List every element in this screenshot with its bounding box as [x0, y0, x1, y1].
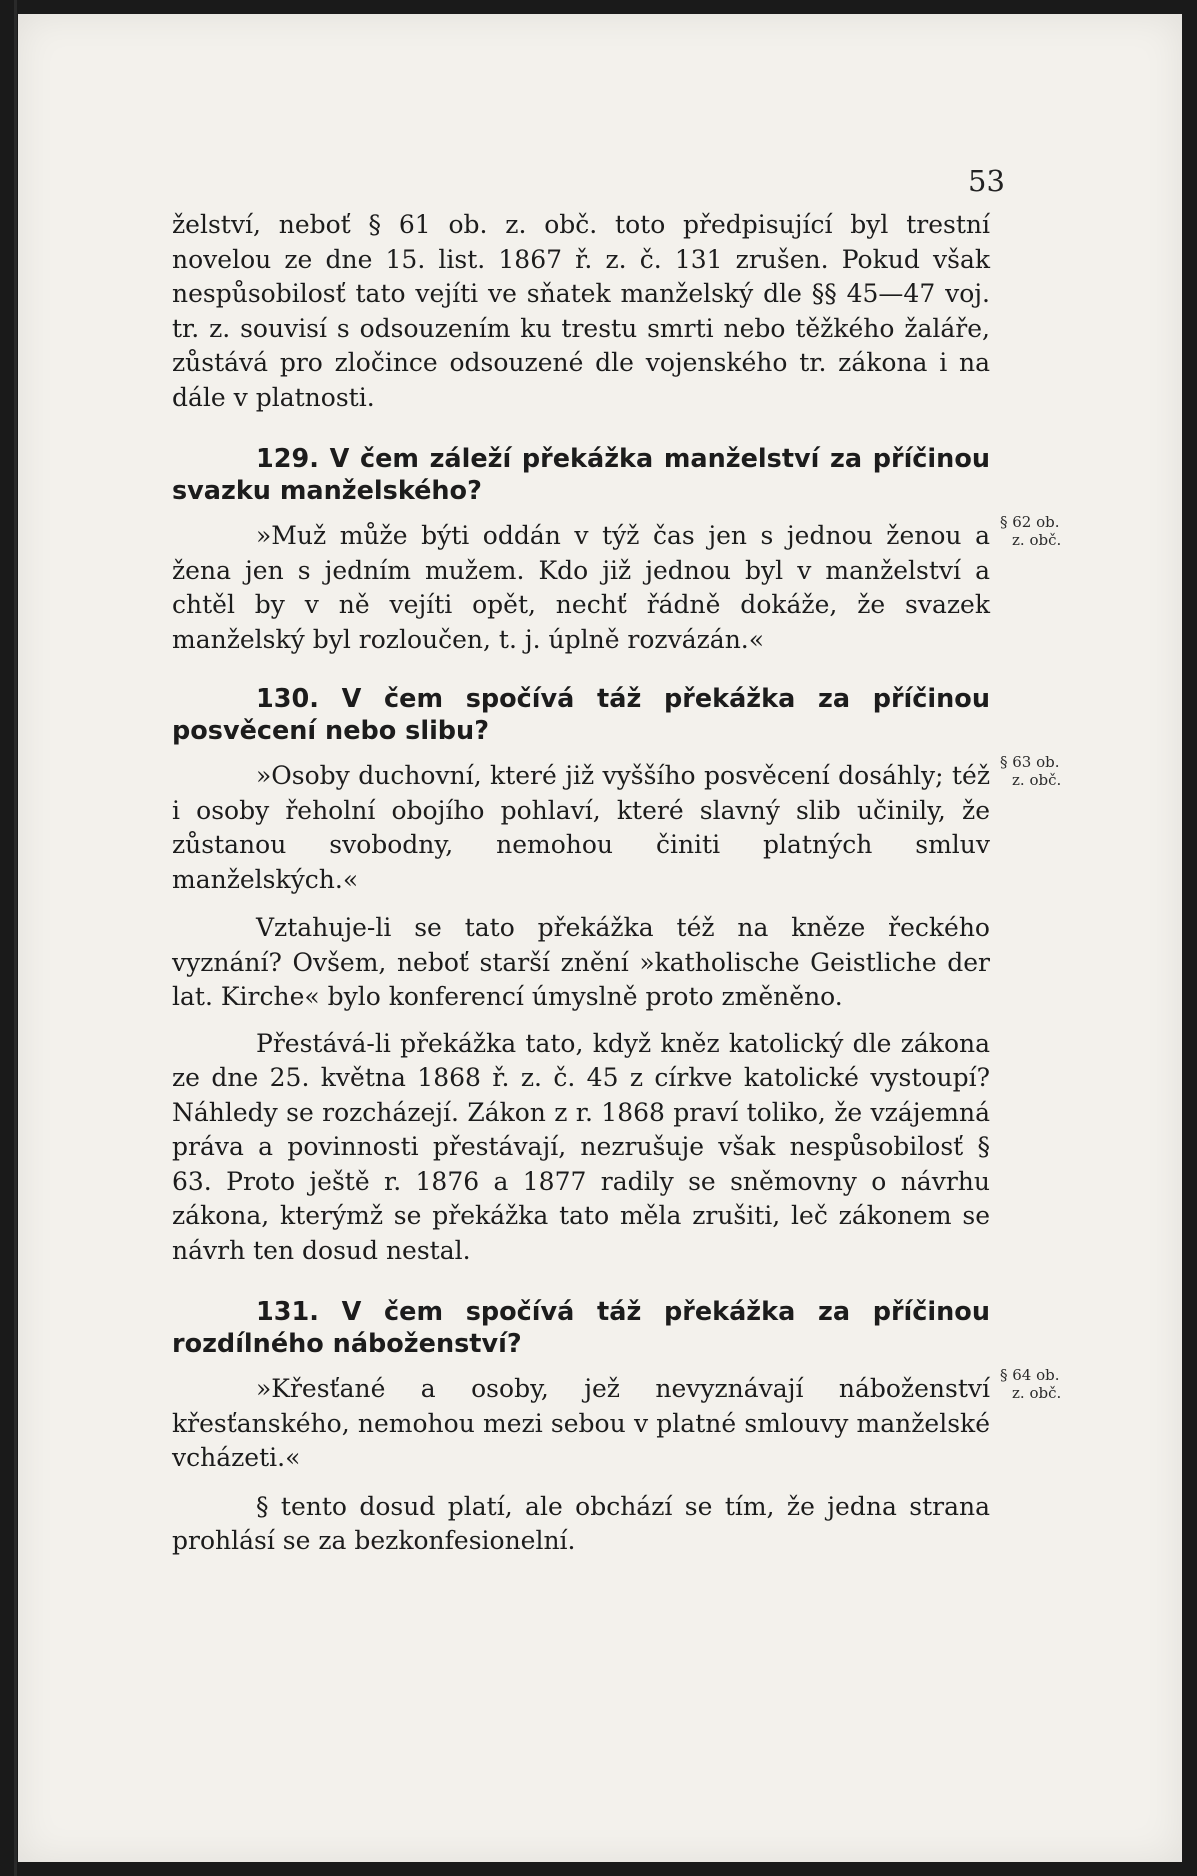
margin-reference-line: § 63 ob. [1000, 753, 1060, 771]
quote-text: »Muž může býti oddán v týž čas jen s jednou ženou a žena jen s jedním mužem. Kdo již jednou byl v manželství a chtěl by v ně vejíti opět, nechť řádně dokáže, že svazek manželský byl rozloučen, t. j. úplně rozvázán.« [172, 521, 990, 654]
quote-paragraph-131 [172, 1366, 1062, 1476]
question-number: 129. [256, 444, 319, 474]
margin-reference-line: z. obč. [1012, 1384, 1062, 1402]
page-number: 53 [968, 164, 1005, 198]
question-heading-131 [172, 1296, 990, 1360]
margin-reference [1000, 513, 1100, 549]
question-heading-130 [172, 683, 990, 747]
binding-edge [14, 0, 17, 1876]
margin-reference [1000, 753, 1100, 789]
paragraph: § tento dosud platí, ale obchází se tím, že jedna strana prohlásí se za bezkonfesionelní. [172, 1491, 990, 1555]
paragraph: Vztahuje-li se tato překážka též na kněze řeckého vyznání? Ovšem, neboť starší znění »katholische Geistliche der lat. Kirche« bylo konferencí úmyslně proto změněno. [172, 913, 990, 1011]
question-heading-129 [172, 443, 990, 507]
quote-paragraph-129 [172, 513, 1062, 657]
quote-text: »Křesťané a osoby, jež nevyznávají náboženství křesťanského, nemohou mezi sebou v platné smlouvy manželské vcházeti.« [172, 1374, 990, 1472]
margin-reference-line: z. obč. [1012, 531, 1062, 549]
margin-reference-line: § 64 ob. [1000, 1366, 1060, 1384]
question-number: 131. [256, 1297, 319, 1327]
question-text: V čem záleží překážka manželství za příčinou svazku manželského? [172, 444, 990, 506]
question-text: V čem spočívá táž překážka za příčinou posvěcení nebo slibu? [172, 684, 990, 746]
page-body [172, 208, 1062, 1559]
paragraph: Přestává-li překážka tato, když kněz katolický dle zákona ze dne 25. května 1868 ř. z. č. 45 z církve katolické vystoupí? Náhledy se rozcházejí. Zákon z r. 1868 praví toliko, že vzájemná práva a povinnosti přestávají, nezrušuje však nespůsobilosť § 63. Proto ještě r. 1876 a 1877 radily se sněmovny o návrhu zákona, kterýmž se překážka tato měla zrušiti, leč zákonem se návrh ten dosud nestal. [172, 1028, 990, 1265]
margin-reference-line: z. obč. [1012, 771, 1062, 789]
quote-text: »Osoby duchovní, které již vyššího posvěcení dosáhly; též i osoby řeholní obojího pohlaví, které slavný slib učinily, že zůstanou svobodny, nemohou činiti platných smluv manželských.« [172, 761, 990, 894]
margin-reference [1000, 1366, 1100, 1402]
margin-reference-line: § 62 ob. [1000, 513, 1060, 531]
question-text: V čem spočívá táž překážka za příčinou rozdílného náboženství? [172, 1297, 990, 1359]
quote-paragraph-130 [172, 753, 1062, 897]
paragraph-continuation: želství, neboť § 61 ob. z. obč. toto předpisující byl trestní novelou ze dne 15. list. 1867 ř. z. č. 131 zrušen. Pokud však nespůsobilosť tato vejíti ve sňatek manželský dle §§ 45—47 voj. tr. z. souvisí s odsouzením ku trestu smrti nebo těžkého žaláře, zůstává pro zločince odsouzené dle vojenského tr. zákona i na dále v platnosti. [172, 210, 990, 412]
question-number: 130. [256, 684, 319, 714]
